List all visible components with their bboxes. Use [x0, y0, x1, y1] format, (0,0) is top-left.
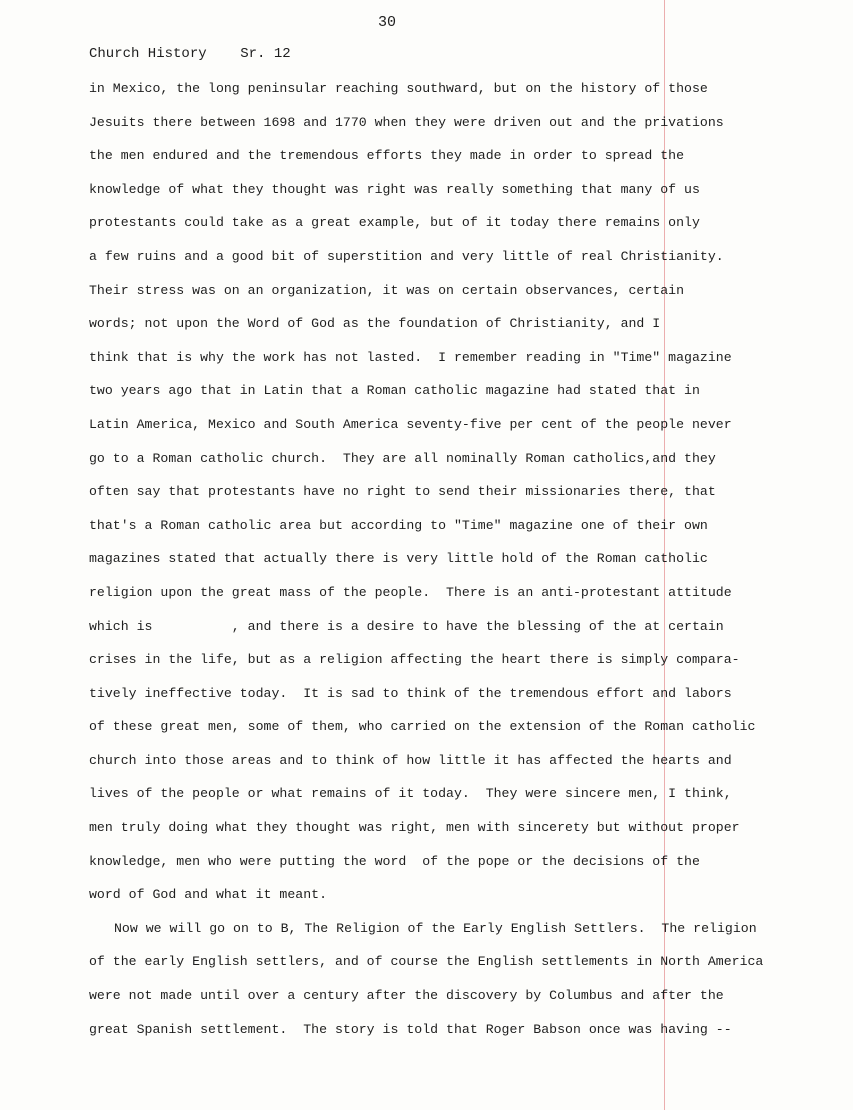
- text-line: in Mexico, the long peninsular reaching southward, but on the history of those: [89, 81, 708, 96]
- section-label: Sr. 12: [240, 46, 291, 62]
- text-line: words; not upon the Word of God as the foundation of Christianity, and I: [89, 316, 661, 332]
- text-line: Their stress was on an organization, it was on certain observances, certain: [89, 282, 685, 298]
- text-line: were not made until over a century after the discovery by Columbus and after the: [89, 988, 724, 1004]
- text-line: of the early English settlers, and of course the English settlements in North America: [89, 954, 764, 970]
- text-line: lives of the people or what remains of it today. They were sincere men, I think,: [89, 786, 732, 802]
- text-line: crises in the life, but as a religion affecting the heart there is simply compara-: [89, 652, 740, 668]
- text-line: that's a Roman catholic area but according to "Time" magazine one of their own: [89, 517, 708, 533]
- text-line: Jesuits there between 1698 and 1770 when they were driven out and the privations: [89, 114, 724, 130]
- text-line: which is , and there is a desire to have the blessing of the at certain: [89, 618, 724, 634]
- text-line: magazines stated that actually there is very little hold of the Roman catholic: [89, 551, 708, 567]
- text-line: a few ruins and a good bit of superstition and very little of real Christianity.: [89, 248, 724, 264]
- course-title: Church History: [89, 46, 207, 62]
- text-line: think that is why the work has not lasted. I remember reading in "Time" magazine: [89, 349, 732, 365]
- text-line: Latin America, Mexico and South America seventy-five per cent of the people never: [89, 416, 732, 432]
- body-text: [89, 77, 829, 1051]
- text-line: go to a Roman catholic church. They are all nominally Roman catholics,and they: [89, 450, 716, 466]
- text-line: church into those areas and to think of how little it has affected the hearts and: [89, 752, 732, 768]
- text-line: of these great men, some of them, who carried on the extension of the Roman catholic: [89, 719, 756, 735]
- text-line: knowledge, men who were putting the word of the pope or the decisions of the: [89, 853, 700, 869]
- text-line: great Spanish settlement. The story is told that Roger Babson once was having --: [89, 1021, 732, 1037]
- text-line: knowledge of what they thought was right was really something that many of us: [89, 181, 700, 197]
- text-line: tively ineffective today. It is sad to think of the tremendous effort and labors: [89, 685, 732, 701]
- page-header: [89, 46, 291, 62]
- text-line: religion upon the great mass of the people. There is an anti-protestant attitude: [89, 584, 732, 600]
- page-number: 30: [378, 14, 397, 31]
- text-line: the men endured and the tremendous efforts they made in order to spread the: [89, 148, 685, 164]
- text-line: protestants could take as a great example, but of it today there remains only: [89, 215, 700, 231]
- paragraph-start-line: Now we will go on to B, The Religion of the Early English Settlers. The religion: [114, 920, 757, 936]
- text-line: men truly doing what they thought was right, men with sincerety but without proper: [89, 820, 740, 836]
- text-line: two years ago that in Latin that a Roman catholic magazine had stated that in: [89, 383, 700, 399]
- text-line: often say that protestants have no right to send their missionaries there, that: [89, 484, 716, 500]
- text-line: word of God and what it meant.: [89, 887, 328, 903]
